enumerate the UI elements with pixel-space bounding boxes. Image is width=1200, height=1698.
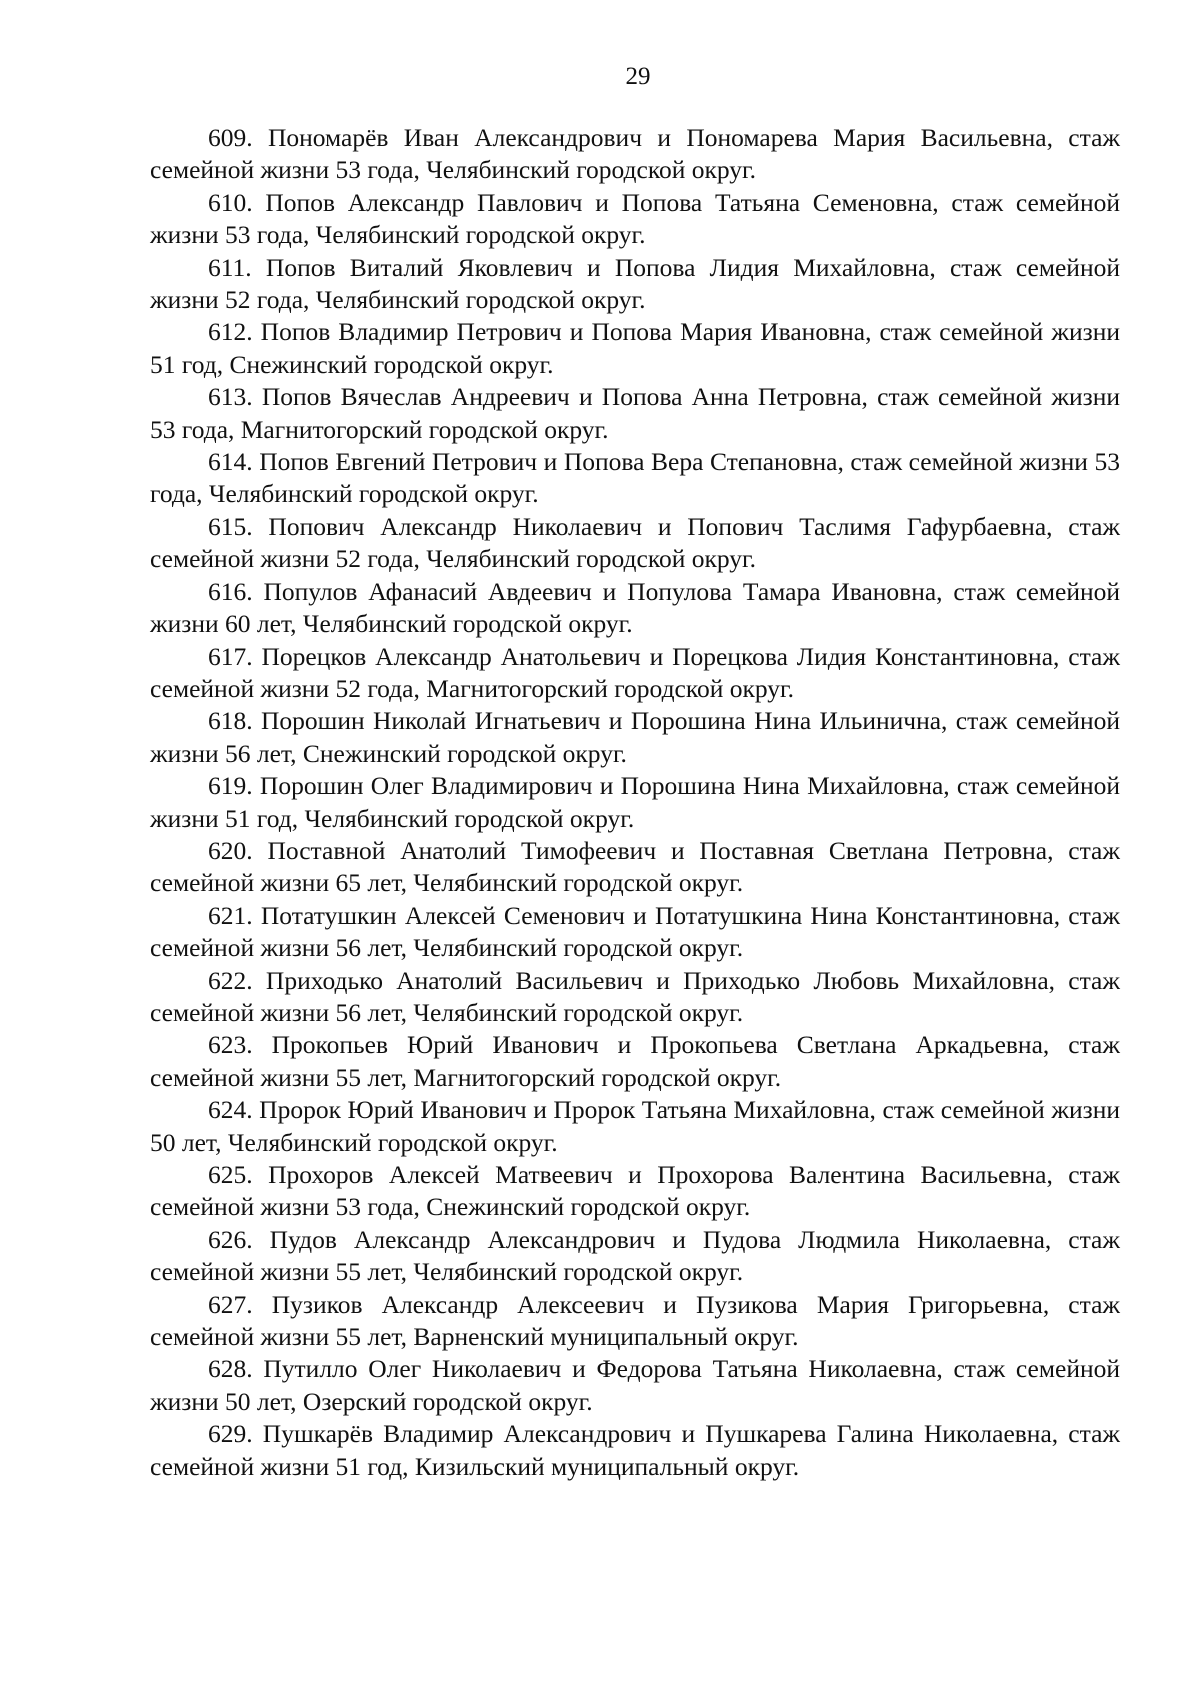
- entry-number: 623.: [208, 1030, 253, 1060]
- entry-text: Попович Александр Николаевич и Попович Таслимя Гафурбаевна, стаж семейной жизни 52 года, Челябинский городской округ.: [150, 511, 1121, 574]
- list-item: [150, 641, 1120, 706]
- entry-number: 609.: [208, 123, 253, 152]
- list-item: [150, 1159, 1120, 1224]
- list-item: [150, 122, 1120, 187]
- entry-text: Порошин Николай Игнатьевич и Порошина Нина Ильинична, стаж семейной жизни 56 лет, Снежинский городской округ.: [150, 706, 1120, 768]
- entry-number: 610.: [208, 187, 253, 217]
- entry-number: 624.: [208, 1095, 253, 1125]
- list-item: [150, 1289, 1120, 1354]
- list-item: [150, 965, 1120, 1030]
- entry-number: 611.: [208, 252, 252, 282]
- entry-text: Прокопьев Юрий Иванович и Прокопьева Светлана Аркадьевна, стаж семейной жизни 55 лет, Магнитогорский городской округ.: [150, 1030, 1120, 1092]
- entry-number: 627.: [208, 1289, 253, 1319]
- entry-number: 626.: [208, 1224, 253, 1254]
- list-item: [150, 1418, 1120, 1483]
- list-item: [150, 1224, 1120, 1289]
- entry-text: Пророк Юрий Иванович и Пророк Татьяна Михайловна, стаж семейной жизни 50 лет, Челябинский городской округ.: [150, 1095, 1120, 1157]
- entry-text: Попов Виталий Яковлевич и Попова Лидия Михайловна, стаж семейной жизни 52 года, Челябинский городской округ.: [150, 252, 1121, 315]
- entry-text: Пушкарёв Владимир Александрович и Пушкарева Галина Николаевна, стаж семейной жизни 51 год, Кизильский муниципальный округ.: [150, 1419, 1121, 1481]
- list-item: [150, 900, 1120, 965]
- entry-text: Приходько Анатолий Васильевич и Приходько Любовь Михайловна, стаж семейной жизни 56 лет, Челябинский городской округ.: [150, 965, 1120, 1027]
- entry-number: 620.: [208, 835, 253, 865]
- entry-number: 622.: [208, 965, 253, 995]
- entry-text: Попов Вячеслав Андреевич и Попова Анна Петровна, стаж семейной жизни 53 года, Магнитогорский городской округ.: [150, 382, 1120, 444]
- entry-text: Попов Александр Павлович и Попова Татьяна Семеновна, стаж семейной жизни 53 года, Челябинский городской округ.: [150, 187, 1120, 250]
- entry-number: 612.: [208, 317, 253, 347]
- entry-number: 619.: [208, 771, 253, 801]
- entry-number: 616.: [208, 576, 253, 606]
- entry-list: [150, 122, 1120, 1483]
- entry-text: Порошин Олег Владимирович и Порошина Нина Михайловна, стаж семейной жизни 51 год, Челябинский городской округ.: [150, 771, 1121, 833]
- entry-text: Путилло Олег Николаевич и Федорова Татьяна Николаевна, стаж семейной жизни 50 лет, Озерский городской округ.: [150, 1354, 1121, 1416]
- list-item: [150, 770, 1120, 835]
- list-item: [150, 446, 1120, 511]
- entry-text: Потатушкин Алексей Семенович и Потатушкина Нина Константиновна, стаж семейной жизни 56 лет, Челябинский городской округ.: [150, 900, 1120, 963]
- entry-text: Порецков Александр Анатольевич и Порецкова Лидия Константиновна, стаж семейной жизни 52 года, Магнитогорский городской округ.: [150, 641, 1120, 703]
- page-number: 29: [625, 63, 651, 90]
- list-item: [150, 252, 1120, 317]
- list-item: [150, 705, 1120, 770]
- list-item: [150, 316, 1120, 381]
- list-item: [150, 1353, 1120, 1418]
- list-item: [150, 576, 1120, 641]
- entry-number: 615.: [208, 511, 253, 541]
- entry-text: Пономарёв Иван Александрович и Пономарева Мария Васильевна, стаж семейной жизни 53 года, Челябинский городской округ.: [150, 123, 1121, 185]
- entry-text: Пудов Александр Александрович и Пудова Людмила Николаевна, стаж семейной жизни 55 лет, Челябинский городской округ.: [150, 1224, 1120, 1287]
- entry-number: 628.: [208, 1354, 253, 1384]
- entry-text: Популов Афанасий Авдеевич и Популова Тамара Ивановна, стаж семейной жизни 60 лет, Челябинский городской округ.: [150, 576, 1121, 639]
- entry-number: 625.: [208, 1160, 253, 1189]
- entry-number: 614.: [208, 447, 253, 477]
- entry-text: Поставной Анатолий Тимофеевич и Поставная Светлана Петровна, стаж семейной жизни 65 лет, Челябинский городской округ.: [150, 835, 1120, 898]
- entry-text: Попов Евгений Петрович и Попова Вера Степановна, стаж семейной жизни 53 года, Челябинский городской округ.: [150, 447, 1121, 509]
- list-item: [150, 381, 1120, 446]
- entry-text: Пузиков Александр Алексеевич и Пузикова Мария Григорьевна, стаж семейной жизни 55 лет, Варненский муниципальный округ.: [150, 1289, 1121, 1352]
- entry-number: 613.: [208, 382, 253, 412]
- entry-text: Попов Владимир Петрович и Попова Мария Ивановна, стаж семейной жизни 51 год, Снежинский городской округ.: [150, 317, 1120, 379]
- entry-number: 621.: [208, 900, 253, 930]
- entry-number: 629.: [208, 1419, 253, 1449]
- list-item: [150, 1029, 1120, 1094]
- list-item: [150, 1094, 1120, 1159]
- entry-text: Прохоров Алексей Матвеевич и Прохорова Валентина Васильевна, стаж семейной жизни 53 года, Снежинский городской округ.: [150, 1160, 1121, 1222]
- list-item: [150, 187, 1120, 252]
- entry-number: 618.: [208, 706, 253, 736]
- entry-number: 617.: [208, 641, 253, 671]
- list-item: [150, 511, 1120, 576]
- list-item: [150, 835, 1120, 900]
